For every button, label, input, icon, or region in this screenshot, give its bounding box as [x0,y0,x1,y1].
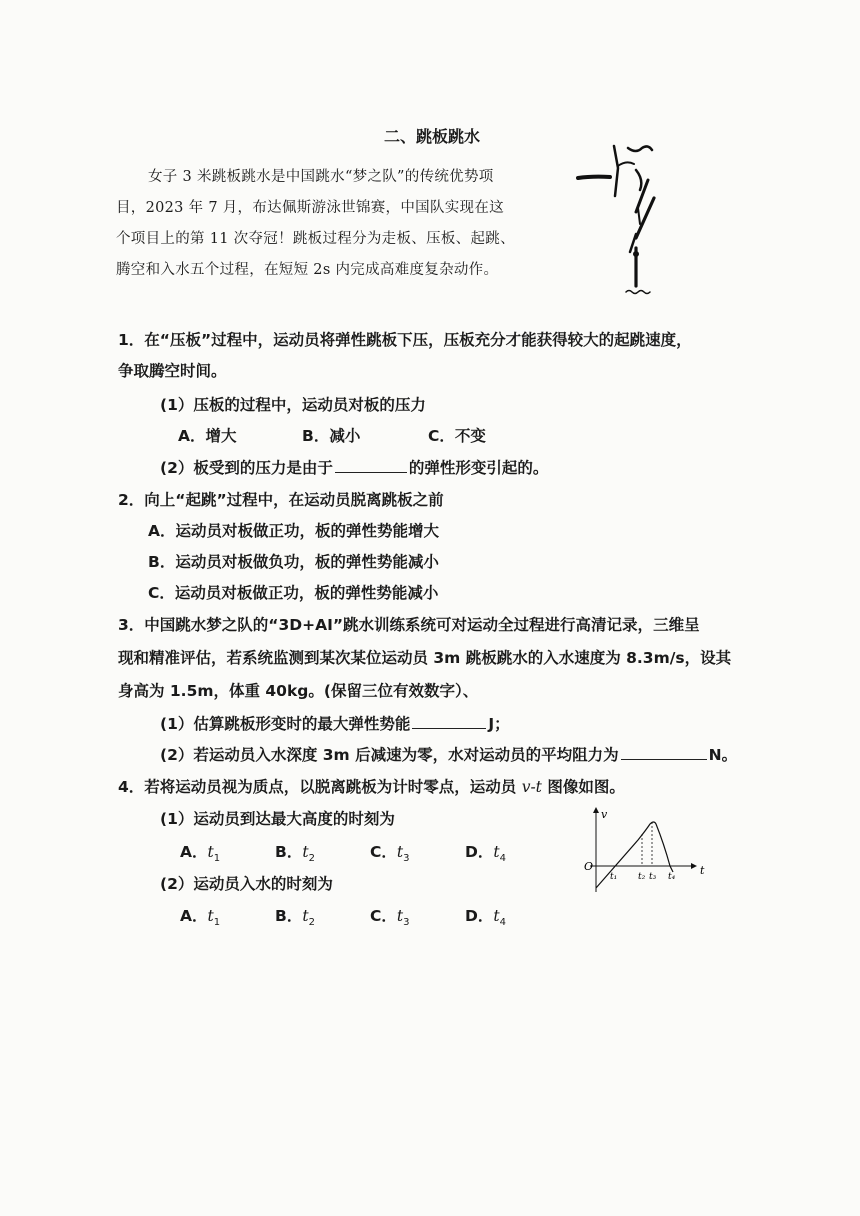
q4-sub1-option-c[interactable] [370,840,410,864]
intro-line-4: 腾空和入水五个过程，在短短 2s 内完成高难度复杂动作。 [116,262,499,278]
q3-stem-line-3: 身高为 1.5m，体重 40kg。(保留三位有效数字）、 [118,682,479,700]
option-subscript: 2 [308,917,315,929]
q4-sub1-option-b[interactable] [275,840,315,864]
q1-option-b[interactable]: B．减小 [302,427,361,445]
q1-stem-line-2: 争取腾空时间。 [118,362,227,380]
q3-sub2-answer-blank[interactable] [621,747,707,760]
intro-line-3: 个项目上的第 11 次夺冠！跳板过程分为走板、压板、起跳、 [116,231,515,247]
option-letter: A． [180,843,208,861]
option-subscript: 2 [308,853,315,865]
q4-stem-variable: v-t [521,778,542,796]
option-variable: t [207,843,214,861]
option-letter: B． [275,907,303,925]
q2-option-a[interactable]: A．运动员对板做正功，板的弹性势能增大 [148,522,439,540]
tick-label-t4: t₄ [668,872,676,882]
q1-sub2 [160,456,548,478]
tick-label-t1: t₁ [610,872,618,882]
q1-sub2-text-before: (2）板受到的压力是由于 [160,459,333,477]
q3-sub1-text-after: J； [488,715,510,733]
q3-stem-line-1: 3．中国跳水梦之队的“3D+AI”跳水训练系统可对运动全过程进行高清记录，三维呈 [118,616,700,634]
option-subscript: 1 [213,853,221,865]
q4-sub1-option-a[interactable] [180,840,220,864]
q4-sub1-option-d[interactable] [465,840,506,864]
v-axis-label: v [601,808,608,821]
tick-label-t2: t₂ [638,872,646,882]
option-letter: B． [275,843,303,861]
v-t-graph [580,800,710,900]
q3-sub1-text-before: (1）估算跳板形变时的最大弹性势能 [160,715,411,733]
section-title: 二、跳板跳水 [384,127,481,146]
q2-option-c[interactable]: C．运动员对板做正功，板的弹性势能减小 [148,584,439,602]
option-letter: C． [370,843,397,861]
q1-sub2-answer-blank[interactable] [335,460,407,473]
option-subscript: 4 [499,917,506,929]
option-letter: D． [465,907,494,925]
option-letter: A． [180,907,208,925]
origin-label: O [584,860,594,873]
v-t-curve [596,822,673,888]
option-variable: t [207,907,214,925]
t-axis-label: t [700,864,705,877]
option-letter: D． [465,843,494,861]
q4-stem-text-before: 4．若将运动员视为质点，以脱离跳板为计时零点，运动员 [118,778,522,796]
option-variable: t [493,907,500,925]
q4-sub2-option-a[interactable] [180,904,220,928]
q3-sub2 [160,743,737,765]
q4-sub2-option-d[interactable] [465,904,506,928]
q1-stem-line-1: 1．在“压板”过程中，运动员将弹性跳板下压，压板充分才能获得较大的起跳速度， [118,331,692,349]
option-variable: t [493,843,500,861]
option-subscript: 1 [213,917,221,929]
q4-sub2-option-b[interactable] [275,904,315,928]
q3-sub2-text-after: N。 [708,746,738,764]
q4-stem-text-after: 图像如图。 [541,778,625,796]
option-variable: t [302,907,309,925]
intro-line-2: 目，2023 年 7 月，布达佩斯游泳世锦赛，中国队实现在这 [116,200,504,216]
option-variable: t [396,907,404,925]
option-variable: t [396,843,404,861]
option-subscript: 4 [499,853,506,865]
q3-sub2-text-before: (2）若运动员入水深度 3m 后减速为零，水对运动员的平均阻力为 [160,746,619,764]
q4-stem [118,775,625,797]
option-subscript: 3 [403,917,410,929]
tick-label-t3: t₃ [649,872,657,882]
q2-stem: 2．向上“起跳”过程中，在运动员脱离跳板之前 [118,491,444,509]
q3-stem-line-2: 现和精准评估，若系统监测到某次某位运动员 3m 跳板跳水的入水速度为 8.3m/s，设其 [118,649,732,667]
q1-option-c[interactable]: C．不变 [428,427,486,445]
q4-sub2: (2）运动员入水的时刻为 [160,875,333,893]
q3-sub1 [160,712,510,734]
q4-sub2-option-c[interactable] [370,904,410,928]
diver-calligraphy-illustration [570,140,670,310]
q2-option-b[interactable]: B．运动员对板做负功，板的弹性势能减小 [148,553,439,571]
q1-sub2-text-after: 的弹性形变引起的。 [408,459,549,477]
intro-line-1: 女子 3 米跳板跳水是中国跳水“梦之队”的传统优势项 [148,169,494,185]
option-variable: t [302,843,309,861]
q4-sub1: (1）运动员到达最大高度的时刻为 [160,810,395,828]
option-letter: C． [370,907,397,925]
q1-sub1: (1）压板的过程中，运动员对板的压力 [160,396,426,414]
q1-option-a[interactable]: A．增大 [178,427,237,445]
option-subscript: 3 [403,853,410,865]
q3-sub1-answer-blank[interactable] [412,716,486,729]
